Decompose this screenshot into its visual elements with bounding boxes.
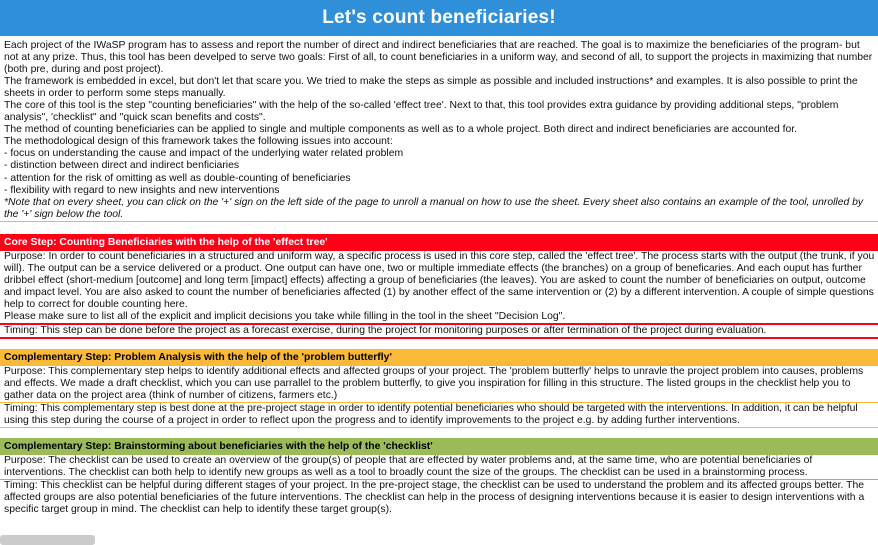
core-step-purpose: Purpose: In order to count beneficiaries in a structured and uniform way, a specific process is used in this core step, called the 'effect tree'. The process starts with the output (the trunk, if you will). The output can be a service delivered or a product. One output can have one, two or multiple immediate effects (the branches) on a group of beneficaries. And each ouput has further dribbel effect (short-medium [outcome] and long term [impact] effects) affecting a group of beneficiaries (the leaves). You are asked to count the number of beneficiaries on output, outcome and impact level. You are also asked to count the number of beneficiaries affected (1) by another effect of the same intervention or (2) by a different intervention. A couple of simple questions help to correct for double counting here.	[4, 250, 875, 310]
problem-analysis-timing: Timing: This complementary step is best done at the pre-project stage in order to identify potential beneficiaries who should be targeted with the interventions. In addition, it can be helpful using this step during the course of a project in order to reflect upon the progress and to identify improvements to the project e.g. by adding further interventions.	[0, 403, 878, 428]
cell-selection-highlight	[0, 535, 95, 545]
problem-analysis-header: Complementary Step: Problem Analysis with the help of the 'problem butterfly'	[0, 349, 878, 366]
intro-text	[0, 36, 878, 221]
row-spacer	[0, 339, 878, 349]
intro-list-item: - flexibility with regard to new insights and new interventions	[4, 184, 280, 196]
checklist-header: Complementary Step: Brainstorming about beneficiaries with the help of the 'checklist'	[0, 438, 878, 455]
row-divider	[0, 221, 878, 234]
intro-paragraph: The method of counting beneficiaries can be applied to single and multiple components as well as to a whole project. Both direct and indirect beneficiaries are accounted for.	[4, 124, 798, 136]
row-spacer	[0, 428, 878, 438]
core-step-header: Core Step: Counting Beneficiaries with the help of the 'effect tree'	[0, 234, 878, 251]
page-title: Let's count beneficiaries!	[0, 0, 878, 36]
intro-paragraph: The core of this tool is the step "counting beneficiaries" with the help of the so-called 'effect tree'. Next to that, this tool provides extra guidance by providing additional steps, "problem analysis", 'checklist" and "quick scan benefits and costs".	[4, 100, 839, 124]
intro-list-item: - attention for the risk of omitting as well as double-counting of beneficiaries	[4, 172, 351, 184]
intro-list-item: - distinction between direct and indirect benficiaries	[4, 160, 240, 172]
core-step-timing: Timing: This step can be done before the project as a forecast exercise, during the project for monitoring purposes or after termination of the project during evaluation.	[0, 323, 878, 339]
checklist-timing: Timing: This checklist can be helpful during different stages of your project. In the pre-project stage, the checklist can be used to understand the problem and its affected groups better. The affected groups are also potential beneficiaries of the future interventions. The checklist can help in the process of designing interventions because it is easier to design interventions with a specific target group in mind. The checklist can help to identify these target group(s).	[4, 480, 865, 516]
intro-paragraph: The framework is embedded in excel, but don't let that scare you. We tried to make the steps as simple as possible and included instructions* and examples. It is also possible to print the sheets in order to perform some steps manually.	[4, 76, 858, 100]
checklist-purpose: Purpose: The checklist can be used to create an overview of the group(s) of people that are effected by water problems and, at the same time, who are potential beneficiaries of interventions. The checklist can both help to identify new groups as well as a tool to broadly count the size of the groups. The checklist can be used in a brainstorming process.	[0, 455, 878, 480]
problem-analysis-purpose: Purpose: This complementary step helps to identify additional effects and affected groups of your project. The 'problem butterfly' helps to unravle the project problem into causes, problems and effects. We made a draft checklist, which you can use parrallel to the problem butterfly, to give you inspiration for filling in this structure. The listed groups in the checklist help you to gather data on the project area (think of number of citizens, farmers etc.)	[0, 366, 878, 403]
intro-list-item: - focus on understanding the cause and impact of the underlying water related problem	[4, 148, 404, 160]
manual-note: *Note that on every sheet, you can click on the '+' sign on the left side of the page to unroll a manual on how to use the sheet. Every sheet also contains an example of the tool, unrolled by the '+' sign below the tool.	[4, 196, 864, 220]
intro-paragraph: The methodological design of this framework takes the following issues into account:	[4, 136, 393, 148]
intro-paragraph: Each project of the IWaSP program has to assess and report the number of direct and indirect beneficiaries that are reached. The goal is to maximize the beneficiaries of the program- but not at any prize. Thus, this tool has been develped to serve two goals: First of all, to count beneficiaries in a uniform way, and second of all, to support the projects in maximizing that number (both pre, during and post project).	[4, 40, 873, 76]
core-step-decision-log-note: Please make sure to list all of the explicit and implicit decisions you take while filling in the tool in the sheet "Decision Log".	[4, 310, 566, 322]
